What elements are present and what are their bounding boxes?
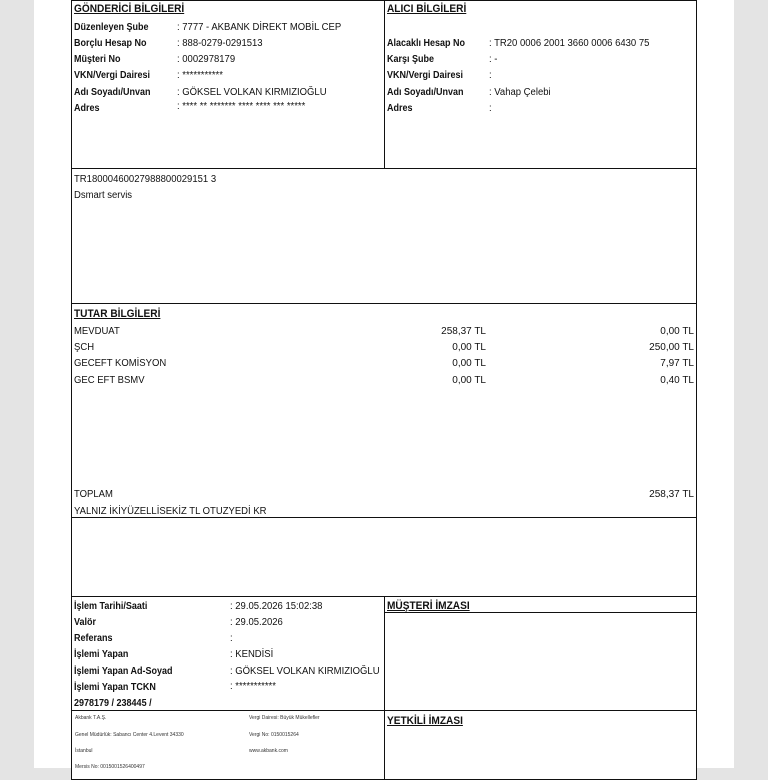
transaction-section: [71, 596, 385, 711]
amount-row-mid: 0,00 TL: [452, 342, 486, 353]
amount-row-right: 250,00 TL: [649, 342, 694, 353]
authorized-signature-section: [384, 710, 697, 780]
receiver-label: VKN/Vergi Dairesi: [387, 70, 464, 81]
total-value: 258,37 TL: [649, 489, 694, 500]
amount-row-label: ŞCH: [74, 342, 95, 353]
sender-value: : 888-0279-0291513: [177, 38, 263, 49]
sender-value: : 7777 - AKBANK DİREKT MOBİL CEP: [177, 22, 342, 33]
sender-label: Müşteri No: [74, 54, 121, 65]
receiver-section: [384, 0, 697, 169]
sender-label: Düzenleyen Şube: [74, 22, 149, 33]
transaction-label: İşlemi Yapan Ad-Soyad: [74, 666, 173, 677]
amount-row-right: 7,97 TL: [660, 358, 694, 369]
footer-website: www.akbank.com: [249, 748, 288, 754]
reference-line: TR18000460027988800029151 3: [74, 174, 217, 185]
footer-tax-office: Vergi Dairesi: Büyük Mükellefler: [249, 715, 320, 721]
footer-tax-number: Vergi No: 0150015264: [249, 732, 299, 738]
receiver-label: Adı Soyadı/Unvan: [387, 87, 464, 98]
receiver-value: :: [489, 70, 492, 81]
transaction-value: : KENDİSİ: [230, 649, 274, 660]
sender-label: VKN/Vergi Dairesi: [74, 70, 151, 81]
amount-row-right: 0,40 TL: [660, 375, 694, 386]
amount-row-label: MEVDUAT: [74, 326, 120, 337]
amount-in-words: YALNIZ İKİYÜZELLİSEKİZ TL OTUZYEDİ KR: [74, 506, 267, 517]
receiver-value: :: [489, 103, 492, 114]
transaction-label: İşlem Tarihi/Saati: [74, 601, 148, 612]
description-text: Dsmart servis: [74, 190, 133, 201]
transaction-id: 2978179 / 238445 /: [74, 698, 152, 709]
sender-label: Adı Soyadı/Unvan: [74, 87, 151, 98]
footer-address: Genel Müdürlük: Sabancı Center 4.Levent 34330: [75, 732, 184, 738]
customer-signature-section: [384, 596, 697, 711]
transaction-value: : 29.05.2026 15:02:38: [230, 601, 323, 612]
sender-header: GÖNDERİCİ BİLGİLERİ: [74, 3, 185, 15]
receiver-label: Alacaklı Hesap No: [387, 38, 466, 49]
total-label: TOPLAM: [74, 489, 113, 500]
transaction-value: :: [230, 633, 233, 644]
sender-label: Adres: [74, 103, 100, 114]
receiver-label: Karşı Şube: [387, 54, 435, 65]
amount-row-mid: 258,37 TL: [441, 326, 486, 337]
bank-footer-section: [71, 710, 385, 780]
receiver-value: : Vahap Çelebi: [489, 87, 551, 98]
amount-row-right: 0,00 TL: [660, 326, 694, 337]
amount-section: [71, 303, 697, 518]
amount-header: TUTAR BİLGİLERİ: [74, 308, 161, 320]
receiver-value: : -: [489, 54, 498, 65]
blank-section: [71, 517, 697, 597]
authorized-signature-label: YETKİLİ İMZASI: [387, 715, 463, 727]
receiver-value: : TR20 0006 2001 3660 0006 6430 75: [489, 38, 650, 49]
amount-row-mid: 0,00 TL: [452, 358, 486, 369]
transaction-value: : ***********: [230, 681, 276, 692]
footer-mersis: Mersis No: 0015001526400497: [75, 764, 145, 770]
transaction-value: : 29.05.2026: [230, 617, 283, 628]
sender-value: : **** ** ******* **** **** *** *****: [177, 101, 306, 112]
amount-row-mid: 0,00 TL: [452, 375, 486, 386]
customer-signature-label: MÜŞTERİ İMZASI: [387, 600, 470, 612]
sender-section: [71, 0, 385, 169]
amount-row-label: GEC EFT BSMV: [74, 375, 145, 386]
transaction-label: Valör: [74, 617, 97, 628]
footer-company: Akbank T.A.Ş.: [75, 715, 107, 721]
transaction-label: İşlemi Yapan: [74, 649, 129, 660]
receiver-label: Adres: [387, 103, 413, 114]
sender-value: : GÖKSEL VOLKAN KIRMIZIOĞLU: [177, 87, 327, 98]
amount-row-label: GECEFT KOMİSYON: [74, 358, 167, 369]
footer-city: İstanbul: [75, 748, 93, 754]
transaction-value: : GÖKSEL VOLKAN KIRMIZIOĞLU: [230, 666, 380, 677]
transaction-label: Referans: [74, 633, 113, 644]
sender-value: : ***********: [177, 70, 223, 81]
transaction-label: İşlemi Yapan TCKN: [74, 682, 156, 693]
sender-label: Borçlu Hesap No: [74, 38, 147, 49]
receiver-header: ALICI BİLGİLERİ: [387, 3, 467, 15]
signature-divider: [385, 612, 696, 613]
sender-value: : 0002978179: [177, 54, 236, 65]
description-section: [71, 168, 697, 304]
